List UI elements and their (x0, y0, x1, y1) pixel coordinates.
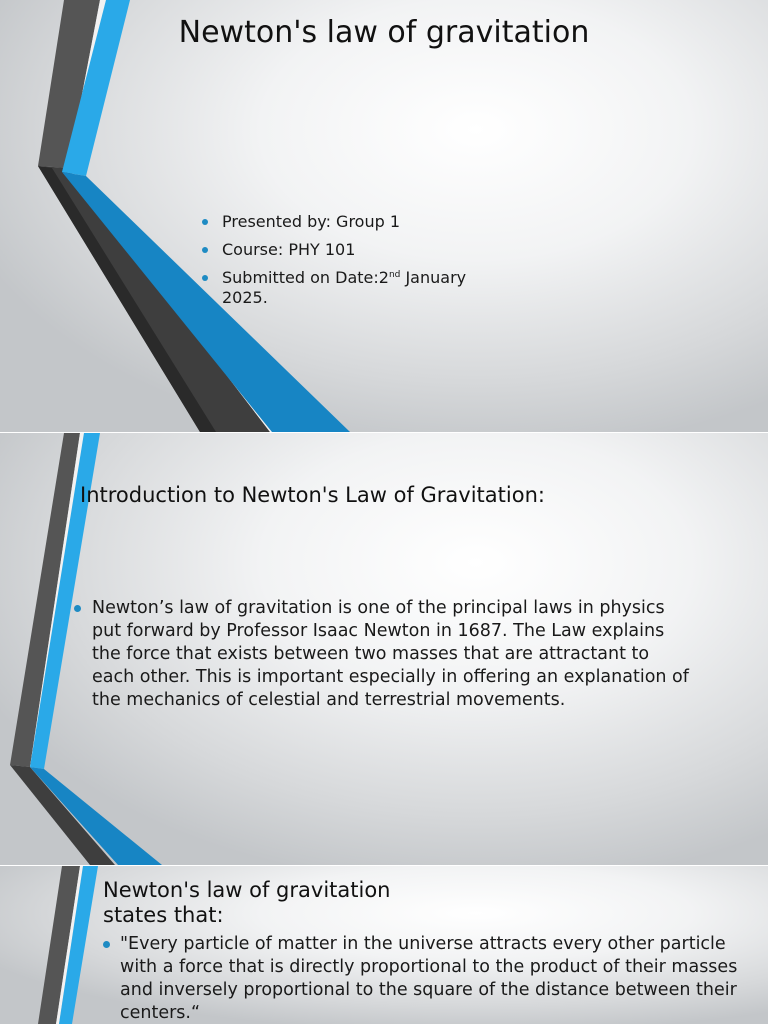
ordinal-suffix: nd (388, 270, 401, 280)
slide-title: Newton's law of gravitation states that: (103, 878, 391, 927)
bullet-list (74, 597, 694, 712)
bullet-text: Presented by: Group 1 (222, 212, 401, 231)
slide-2 (0, 433, 768, 865)
bullet-text: Newton’s law of gravitation is one of the principal laws in physics put forward by Professor Isaac Newton in 1687. The Law explains the force that exists between two masses that are attractant to each other. This is important especially in offering an explanation of the mechanics of celestial and terrestrial movements. (92, 598, 689, 710)
list-item (103, 933, 763, 1024)
slide-title: Introduction to Newton's Law of Gravitation: (80, 483, 545, 507)
list-item (202, 240, 502, 260)
list-item (202, 212, 502, 232)
bullet-text-suffix: January 2025. (222, 268, 467, 307)
bullet-text-prefix: Submitted on Date:2 (222, 268, 389, 287)
slide-3 (0, 866, 768, 1024)
bullet-list (103, 933, 763, 1024)
list-item (202, 268, 502, 308)
bullet-list (202, 212, 502, 316)
slide-1 (0, 0, 768, 432)
bullet-text: "Every particle of matter in the universe attracts every other particle with a force that is directly proportional to the product of their masses and inversely proportional to the square of the distance between their centers.“ (120, 934, 738, 1023)
list-item (74, 597, 694, 712)
slide-title: Newton's law of gravitation (178, 15, 590, 50)
bullet-text: Course: PHY 101 (222, 240, 356, 259)
